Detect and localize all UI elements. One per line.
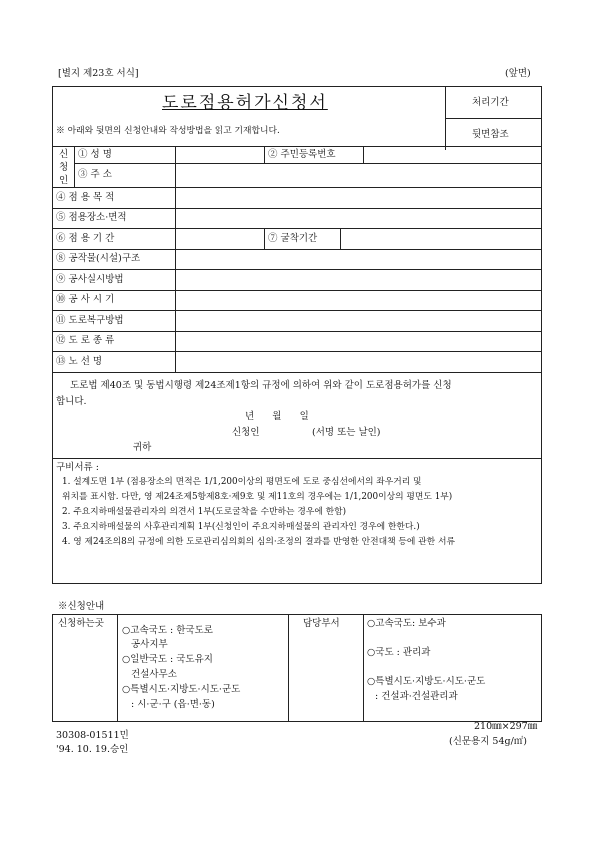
guide-dept-item-3: ○특별시도·지방도·시도·군도	[367, 676, 486, 687]
guide-dept-item-2: ○국도 : 관리과	[367, 647, 431, 658]
page-side: (앞면)	[505, 68, 531, 79]
footer-approval: '94. 10. 19.승인	[56, 744, 129, 755]
form-title: 도로점용허가신청서	[162, 93, 328, 113]
guide-where-item-2: 공사지부	[131, 639, 168, 650]
statement-date: 년 월 일	[245, 411, 309, 422]
field-road-type-label: ⑫ 도 로 종 류	[56, 335, 115, 346]
applicant-vertical-1: 신	[59, 149, 69, 160]
field-purpose-input[interactable]	[176, 188, 541, 207]
guide-where-item-1: ○고속국도 : 한국도로	[122, 625, 213, 636]
field-place-area-label: ⑤ 점용장소·면적	[56, 212, 127, 223]
instruction-note: ※ 아래와 뒷면의 신청안내와 작성방법을 읽고 기재합니다.	[56, 126, 280, 136]
form-number: [별지 제23호 서식]	[58, 68, 139, 79]
statement-applicant: 신청인	[232, 427, 260, 438]
field-name-label: ① 성 명	[78, 149, 112, 160]
documents-item-4: 4. 영 제24조의8의 규정에 의한 도로관리심의회의 심의·조정의 결과를 반영한 안전대책 등에 관한 서류	[62, 537, 455, 547]
guide-dept-item-1: ○고속국도: 보수과	[367, 618, 446, 629]
applicant-vertical-2: 청	[59, 162, 69, 173]
field-timing-label: ⑩ 공 사 시 기	[56, 294, 115, 305]
processing-period-label: 처리기간	[472, 97, 509, 108]
field-name-input[interactable]	[176, 147, 263, 162]
field-place-area-input[interactable]	[176, 209, 541, 227]
guide-title: ※신청안내	[58, 601, 105, 612]
documents-item-1: 1. 설계도면 1부 (점용장소의 면적은 1/1,200이상의 평면도에 도로 중심선에서의 좌우거리 및	[62, 477, 422, 487]
field-method-input[interactable]	[176, 270, 541, 289]
applicant-vertical-3: 인	[59, 175, 69, 186]
guide-dept-item-4: : 건설과·건설관리과	[375, 691, 458, 702]
field-excavation-input[interactable]	[341, 229, 541, 248]
field-address-input[interactable]	[176, 164, 541, 186]
field-method-label: ⑨ 공사실시방법	[56, 274, 124, 285]
statement-recipient: 귀하	[133, 442, 152, 453]
field-resident-no-input[interactable]	[364, 147, 541, 162]
processing-period-value: 뒷면참조	[472, 129, 509, 140]
guide-where-item-5: ○특별시도·지방도·시도·군도	[122, 684, 241, 695]
guide-dept-label: 담당부서	[303, 618, 340, 629]
documents-item-3: 3. 주요지하매설물의 사후관리계획 1부(신청인이 주요지하매설물의 관리자인 경우에 한한다.)	[62, 522, 420, 532]
guide-where-item-3: ○일반국도 : 국도유지	[122, 654, 213, 665]
footer-paper-weight: (신문용지 54g/㎡)	[449, 736, 528, 747]
statement-signature: (서명 또는 날인)	[312, 427, 381, 438]
guide-where-item-6: : 시·군·구 (읍·면·동)	[131, 699, 215, 710]
field-excavation-label: ⑦ 굴착기간	[268, 233, 318, 244]
field-route-label: ⑬ 노 선 명	[56, 356, 103, 367]
documents-heading: 구비서류 :	[56, 462, 99, 473]
field-route-input[interactable]	[176, 352, 541, 371]
statement-line-2: 합니다.	[56, 396, 87, 407]
field-structure-label: ⑧ 공작물(시설)구조	[56, 253, 141, 264]
field-restoration-input[interactable]	[176, 311, 541, 330]
field-timing-input[interactable]	[176, 291, 541, 309]
footer-paper-size: 210㎜×297㎜	[474, 721, 538, 732]
guide-where-item-4: 건설사무소	[131, 669, 177, 680]
field-structure-input[interactable]	[176, 250, 541, 268]
documents-item-2: 2. 주요지하매설물관리자의 의견서 1부(도로굴착을 수반하는 경우에 한함)	[62, 507, 347, 517]
field-purpose-label: ④ 점 용 목 적	[56, 192, 115, 203]
statement-line-1: 도로법 제40조 및 동법시행령 제24조제1항의 규정에 의하여 위와 같이 도로점용허가를 신청	[70, 380, 452, 391]
field-road-type-input[interactable]	[176, 332, 541, 350]
footer-form-code: 30308-01511민	[56, 730, 129, 741]
field-restoration-label: ⑪ 도로복구방법	[56, 315, 124, 326]
field-period-input[interactable]	[176, 229, 263, 248]
field-address-label: ③ 주 소	[78, 169, 112, 180]
field-resident-no-label: ② 주민등록번호	[268, 149, 336, 160]
field-period-label: ⑥ 점 용 기 간	[56, 233, 115, 244]
documents-item-1-cont: 위치를 표시함. 다만, 영 제24조제5항제8호·제9호 및 제11호의 경우에는 1/1,200이상의 평면도 1부)	[62, 492, 453, 502]
guide-where-label: 신청하는곳	[58, 618, 104, 629]
